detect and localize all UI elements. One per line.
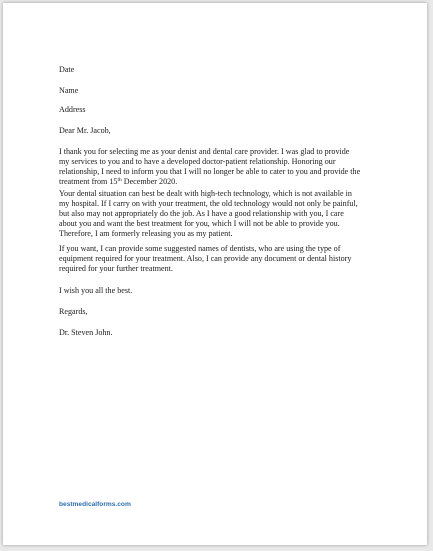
website-link[interactable]: bestmedicalforms.com xyxy=(59,501,131,508)
address-label: Address xyxy=(59,105,86,114)
regards: Regards, xyxy=(59,307,88,316)
paragraph-2-line: Therefore, I am formerly releasing you as my patient. xyxy=(59,229,233,239)
salutation: Dear Mr. Jacob, xyxy=(59,126,111,135)
paragraph-2-line: about you and want the best treatment for you, which I will not be able to provide you. xyxy=(59,219,340,229)
closing-wish: I wish you all the best. xyxy=(59,286,133,295)
letter-page xyxy=(3,3,427,545)
paragraph-3-line: equipment required for your treatment. Also, I can provide any document or dental history xyxy=(59,254,352,264)
paragraph-2-line: my hospital. If I carry on with your treatment, the old technology would not only be painful, xyxy=(59,199,358,209)
paragraph-1-line: my services to you and to have a developed doctor-patient relationship. Honoring our xyxy=(59,157,336,167)
paragraph-2 xyxy=(59,189,379,239)
ordinal-suffix: th xyxy=(117,177,122,184)
paragraph-1-last-line xyxy=(59,177,379,187)
paragraph-3 xyxy=(59,244,379,274)
paragraph-1 xyxy=(59,147,379,187)
paragraph-3-line: required for your further treatment. xyxy=(59,264,173,274)
date-label: Date xyxy=(59,65,75,74)
treatment-from-text: treatment from 15 xyxy=(59,177,118,187)
paragraph-1-line: I thank you for selecting me as your denist and dental care provider. I was glad to provide xyxy=(59,147,350,156)
paragraph-2-line: Your dental situation can best be dealt with high-tech technology, which is not available in xyxy=(59,189,352,198)
treatment-date-text: December 2020. xyxy=(121,177,178,187)
paragraph-1-line: relationship, I need to inform you that I will no longer be able to cater to you and provide the xyxy=(59,167,361,177)
paragraph-2-line: but also may not appropriately do the job. As I have a good relationship with you, I care xyxy=(59,209,344,219)
paragraph-3-line: If you want, I can provide some suggested names of dentists, who are using the type of xyxy=(59,244,341,253)
name-label: Name xyxy=(59,86,79,95)
signature-name: Dr. Steven John. xyxy=(59,328,113,337)
